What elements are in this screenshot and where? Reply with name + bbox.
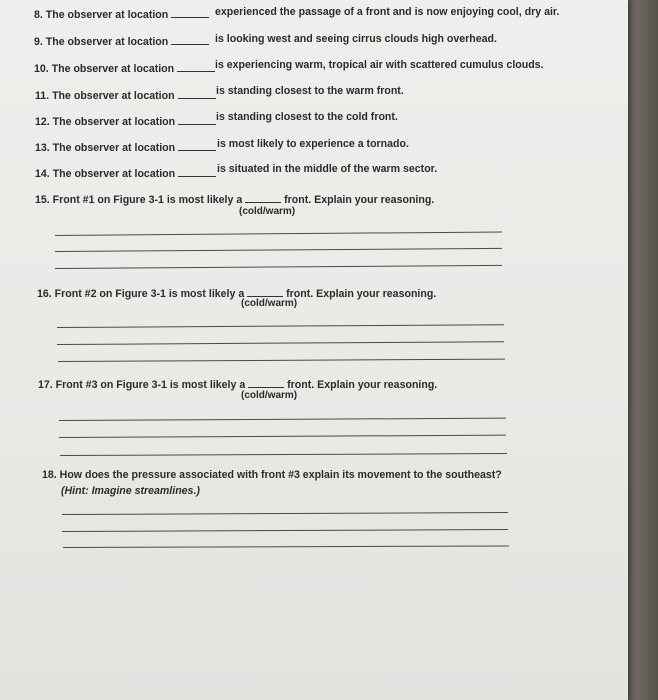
question-9-text: is looking west and seeing cirrus clouds high overhead.: [215, 33, 497, 45]
question-12-text: is standing closest to the cold front.: [216, 111, 398, 123]
question-label: 8. The observer at location: [34, 9, 169, 21]
cold-warm-blank[interactable]: [245, 193, 281, 203]
question-label: 10. The observer at location: [34, 63, 175, 75]
question-14-text: is situated in the middle of the warm sector.: [217, 163, 438, 175]
answer-line[interactable]: [59, 435, 506, 438]
question-prefix: 15. Front #1 on Figure 3-1 is most likely a: [35, 194, 243, 206]
cold-warm-hint: (cold/warm): [241, 298, 298, 309]
question-15: [35, 193, 434, 206]
answer-line[interactable]: [60, 453, 507, 456]
answer-line[interactable]: [55, 248, 502, 252]
answer-line[interactable]: [57, 324, 504, 328]
answer-blank[interactable]: [171, 35, 209, 45]
question-suffix: front. Explain your reasoning.: [286, 288, 437, 300]
cold-warm-blank[interactable]: [247, 287, 283, 297]
answer-line[interactable]: [63, 545, 509, 548]
question-prefix: 17. Front #3 on Figure 3-1 is most likely a: [38, 379, 246, 391]
answer-blank[interactable]: [178, 89, 216, 99]
question-18-hint: (Hint: Imagine streamlines.): [61, 485, 200, 497]
question-label: 9. The observer at location: [34, 36, 169, 48]
cold-warm-hint: (cold/warm): [241, 390, 298, 401]
question-8: [34, 8, 209, 21]
question-14: [35, 167, 216, 180]
answer-blank[interactable]: [177, 62, 215, 72]
question-9: [34, 35, 209, 48]
question-11: [35, 89, 216, 102]
question-11-text: is standing closest to the warm front.: [216, 85, 404, 97]
cold-warm-hint: (cold/warm): [239, 206, 296, 217]
question-suffix: front. Explain your reasoning.: [287, 379, 438, 391]
question-prefix: 16. Front #2 on Figure 3-1 is most likely a: [37, 288, 245, 300]
answer-blank[interactable]: [178, 141, 216, 151]
answer-blank[interactable]: [171, 8, 209, 18]
question-10: [34, 62, 215, 75]
question-label: 14. The observer at location: [35, 168, 176, 180]
answer-line[interactable]: [55, 231, 502, 236]
question-8-text: experienced the passage of a front and is now enjoying cool, dry air.: [215, 6, 560, 18]
answer-blank[interactable]: [178, 167, 216, 177]
answer-line[interactable]: [55, 265, 502, 269]
question-suffix: front. Explain your reasoning.: [284, 194, 435, 206]
question-16: [37, 287, 436, 300]
answer-line[interactable]: [59, 418, 506, 421]
answer-line[interactable]: [58, 359, 505, 362]
question-13-text: is most likely to experience a tornado.: [217, 138, 409, 150]
answer-blank[interactable]: [178, 115, 216, 125]
answer-line[interactable]: [57, 341, 504, 345]
question-10-text: is experiencing warm, tropical air with scattered cumulus clouds.: [215, 59, 544, 71]
question-label: 12. The observer at location: [35, 116, 176, 128]
cold-warm-blank[interactable]: [248, 378, 284, 388]
question-12: [35, 115, 216, 128]
answer-line[interactable]: [62, 512, 508, 515]
background-surface: [625, 0, 658, 700]
question-label: 13. The observer at location: [35, 142, 176, 154]
question-17: [38, 378, 437, 391]
question-18: 18. How does the pressure associated with front #3 explain its movement to the southeast?: [42, 469, 502, 481]
question-13: [35, 141, 216, 154]
question-label: 11. The observer at location: [35, 90, 175, 102]
answer-line[interactable]: [62, 529, 508, 532]
